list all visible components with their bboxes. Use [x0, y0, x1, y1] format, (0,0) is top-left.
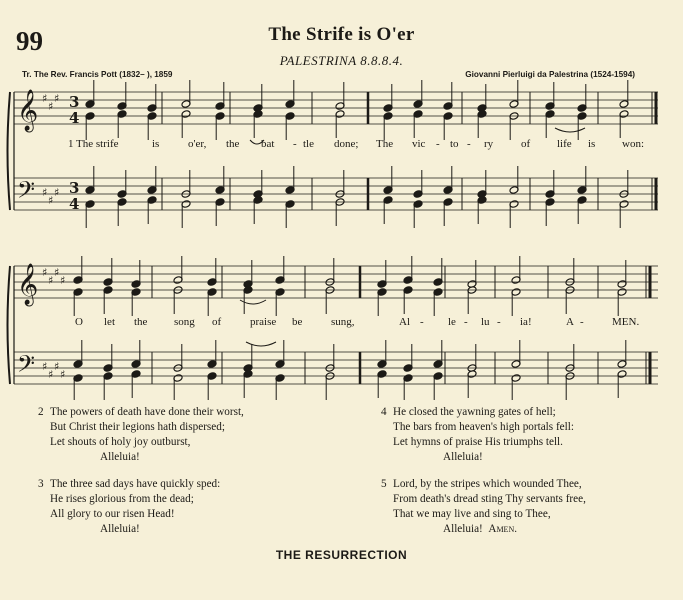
verse-line: From death's dread sting Thy servants free,: [393, 493, 586, 505]
lyric-syllable: sung,: [331, 316, 355, 328]
slur: [246, 342, 276, 346]
lyric-syllable: o'er,: [188, 138, 207, 150]
sharp-icon: ♯: [48, 368, 54, 381]
brace: [8, 266, 11, 384]
slur: [555, 128, 585, 132]
verse-line: [393, 522, 586, 537]
verse-line: The bars from heaven's high portals fell:: [393, 421, 574, 433]
sharp-icon: ♯: [42, 92, 48, 105]
treble-clef-icon: 𝄞: [17, 264, 39, 305]
lyric-syllable: -: [293, 138, 297, 150]
lyric-syllable: -: [464, 316, 468, 328]
lyric-syllable: O: [75, 316, 83, 328]
sharp-icon: ♯: [48, 194, 54, 207]
lyric-syllable: A: [566, 316, 574, 328]
lyric-syllable: -: [467, 138, 471, 150]
time-signature: 3: [69, 93, 80, 111]
lyric-syllable: to: [450, 138, 459, 150]
verse-line: He rises glorious from the dead;: [50, 493, 194, 505]
verse-line: He closed the yawning gates of hell;: [393, 406, 556, 418]
sharp-icon: ♯: [54, 186, 60, 199]
amen: Amen.: [488, 523, 518, 535]
verse-number: 3: [38, 478, 44, 490]
lyric-syllable: Al: [399, 316, 410, 328]
lyric-syllable: praise: [250, 316, 277, 328]
sharp-icon: ♯: [54, 266, 60, 279]
verse-line: The powers of death have done their worst,: [50, 406, 244, 418]
lyric-syllable: vic: [412, 138, 426, 150]
hymn-number: 99: [16, 26, 43, 56]
lyric-syllable: ry: [484, 138, 494, 150]
verse-line: All glory to our risen Head!: [50, 508, 175, 520]
lyric-syllable: is: [152, 138, 160, 150]
sharp-icon: ♯: [48, 100, 54, 113]
verse-line: Let shouts of holy joy outburst,: [50, 436, 191, 448]
sharp-icon: ♯: [60, 274, 66, 287]
time-signature: 4: [69, 195, 80, 213]
sharp-icon: ♯: [54, 360, 60, 373]
lyric-syllable: is: [588, 138, 596, 150]
verse-line: But Christ their legions hath dispersed;: [50, 421, 225, 433]
verse-line: Alleluia!: [100, 523, 140, 535]
time-signature: 3: [69, 179, 80, 197]
verse-number: 4: [381, 406, 387, 418]
verse-3: [38, 477, 221, 537]
verse-4: [381, 405, 574, 465]
tune-name: PALESTRINA 8.8.8.4.: [279, 53, 404, 68]
translator-credit: Tr. The Rev. Francis Pott (1832– ), 1859: [22, 70, 173, 79]
lyric-syllable: lu: [481, 316, 490, 328]
verse-2: [38, 405, 244, 465]
treble-clef-icon: 𝄞: [17, 90, 39, 131]
hymn-title: The Strife is O'er: [268, 24, 415, 45]
lyric-syllable: 1 The strife: [68, 138, 119, 150]
lyric-syllable: le: [448, 316, 456, 328]
sharp-icon: ♯: [42, 360, 48, 373]
lyric-syllable: MEN.: [612, 316, 640, 328]
sharp-icon: ♯: [54, 92, 60, 105]
lyric-syllable: of: [212, 316, 222, 328]
bass-clef-icon: 𝄢: [17, 350, 36, 383]
sharp-icon: ♯: [42, 186, 48, 199]
lyric-syllable: won:: [622, 138, 644, 150]
verse-number: 5: [381, 478, 387, 490]
verse-line: Lord, by the stripes which wounded Thee,: [393, 478, 582, 490]
verse-5: [381, 477, 586, 537]
lyric-syllable: done;: [334, 138, 359, 150]
lyric-syllable: be: [292, 316, 303, 328]
sharp-icon: ♯: [42, 266, 48, 279]
sharp-icon: ♯: [60, 368, 66, 381]
verse-number: 2: [38, 406, 44, 418]
lyric-syllable: -: [420, 316, 424, 328]
bass-clef-icon: 𝄢: [17, 176, 36, 209]
lyric-syllable: ia!: [520, 316, 532, 328]
lyric-syllable: The: [376, 138, 394, 150]
verse-line: Alleluia!: [100, 451, 140, 463]
lyric-syllable: tle: [303, 138, 314, 150]
lyric-syllable: -: [580, 316, 584, 328]
verse-line: That we may live and sing to Thee,: [393, 508, 551, 520]
lyric-syllable: let: [104, 316, 115, 328]
lyric-syllable: bat: [261, 138, 275, 150]
lyric-syllable: the: [134, 316, 148, 328]
section-title: THE RESURRECTION: [275, 548, 408, 562]
lyric-syllable: the: [226, 138, 240, 150]
lyric-syllable: -: [436, 138, 440, 150]
brace: [8, 92, 11, 210]
lyric-syllable: -: [497, 316, 501, 328]
composer-credit: Giovanni Pierluigi da Palestrina (1524-1594): [465, 70, 635, 79]
lyric-syllable: life: [557, 138, 572, 150]
alleluia: Alleluia!: [443, 523, 483, 535]
time-signature: 4: [69, 109, 80, 127]
verse-line: Let hymns of praise His triumphs tell.: [393, 436, 563, 448]
verse-line: The three sad days have quickly sped:: [50, 478, 221, 490]
lyric-syllable: song: [174, 316, 195, 328]
verse-line: Alleluia!: [443, 451, 483, 463]
lyric-syllable: of: [521, 138, 531, 150]
sharp-icon: ♯: [48, 274, 54, 287]
